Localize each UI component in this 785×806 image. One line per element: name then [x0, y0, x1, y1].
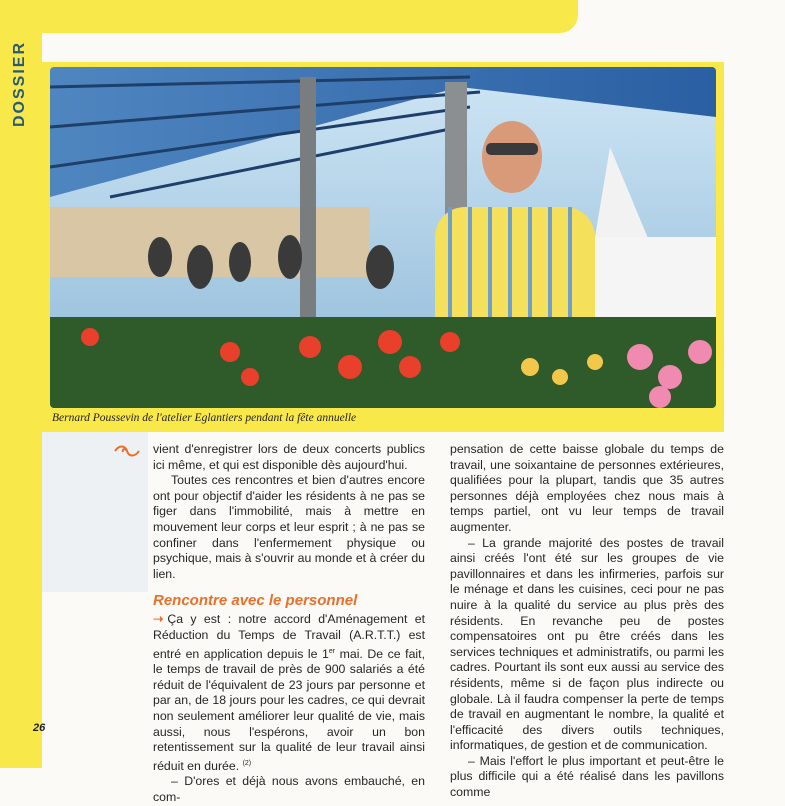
left-paragraph-3 — [153, 612, 425, 774]
photo-illustration — [50, 67, 716, 408]
right-column — [450, 442, 724, 801]
left-paragraph-3-text-cont: mai. De ce fait, le temps de travail de près de 900 salariés a été réduit de l'équivalent de 23 jours par personne et par an, de 18 jours pour les cadres, ce qui devrait non seulement améliorer leur qualité de vie, mais aussi, nous l'espérons, avoir un bon retentissement sur la qualité de leur travail ainsi réduit en durée. — [153, 646, 425, 773]
ordinal-superscript: er — [328, 647, 336, 655]
left-column — [153, 442, 425, 806]
right-paragraph-2: – La grande majorité des postes de travail ainsi créés l'ont été sur les groupes de vie pavillonnaires et dans les infirmeries, parfois sur le ménage et dans les cuisines, ceci pour ne pas nuire à la qualité du service au plus près des résidents. En revanche peu de postes compensatoires ont pu être créés dans les services techniques et administratifs, ou parmi les cadres. Pourtant ils sont eux aussi au service des résidents, même si de façon plus indirecte ou globale. Là il faudra compenser la perte de temps de travail en augmentant le nombre, la qualité et l'efficacité des divers outils techniques, informatiques, de gestion et de communication. — [450, 535, 724, 753]
left-paragraph-4: – D'ores et déjà nous avons embauché, en com- — [153, 774, 425, 805]
right-paragraph-1: pensation de cette baisse globale du temps de travail, une soixantaine de personnes extérieures, qualifiées pour la plupart, tandis que 35 autres personnes déjà employées chez nous mais à temps partiel, ont vu leur temps de travail augmenter. — [450, 442, 724, 534]
section-heading: Rencontre avec le personnel — [153, 592, 358, 610]
top-yellow-band — [0, 0, 578, 33]
photo-caption: Bernard Poussevin de l'atelier Eglantiers pendant la fête annuelle — [52, 412, 357, 424]
footnote-ref: (2) — [242, 759, 252, 767]
section-tab: DOSSIER — [11, 41, 28, 128]
photo — [50, 67, 716, 408]
left-paragraph-1: vient d'enregistrer lors de deux concerts publics ici même, et qui est disponible dès aujourd'hui. — [153, 442, 425, 472]
ornament-icon — [113, 443, 141, 459]
right-paragraph-3: – Mais l'effort le plus important et peut-être le plus difficile qui a été réalisé dans les pavillons comme — [450, 753, 724, 800]
left-paragraph-3-text: Ça y est : notre accord d'Aménagement et Réduction du Temps de Travail (A.R.T.T.) est entré en application depuis le 1 — [153, 612, 425, 661]
page-number: 26 — [33, 722, 46, 734]
left-paragraph-2: Toutes ces rencontres et bien d'autres encore ont pour objectif d'aider les résidents à ne pas se figer dans l'immobilité, mais à mettre en mouvement leur corps et leur esprit ; à ne pas se confiner dans l'enfermement physique ou psychique, mais à s'ouvrir au monde et à créer du lien. — [153, 473, 425, 581]
arrow-icon: ➝ — [153, 612, 164, 627]
